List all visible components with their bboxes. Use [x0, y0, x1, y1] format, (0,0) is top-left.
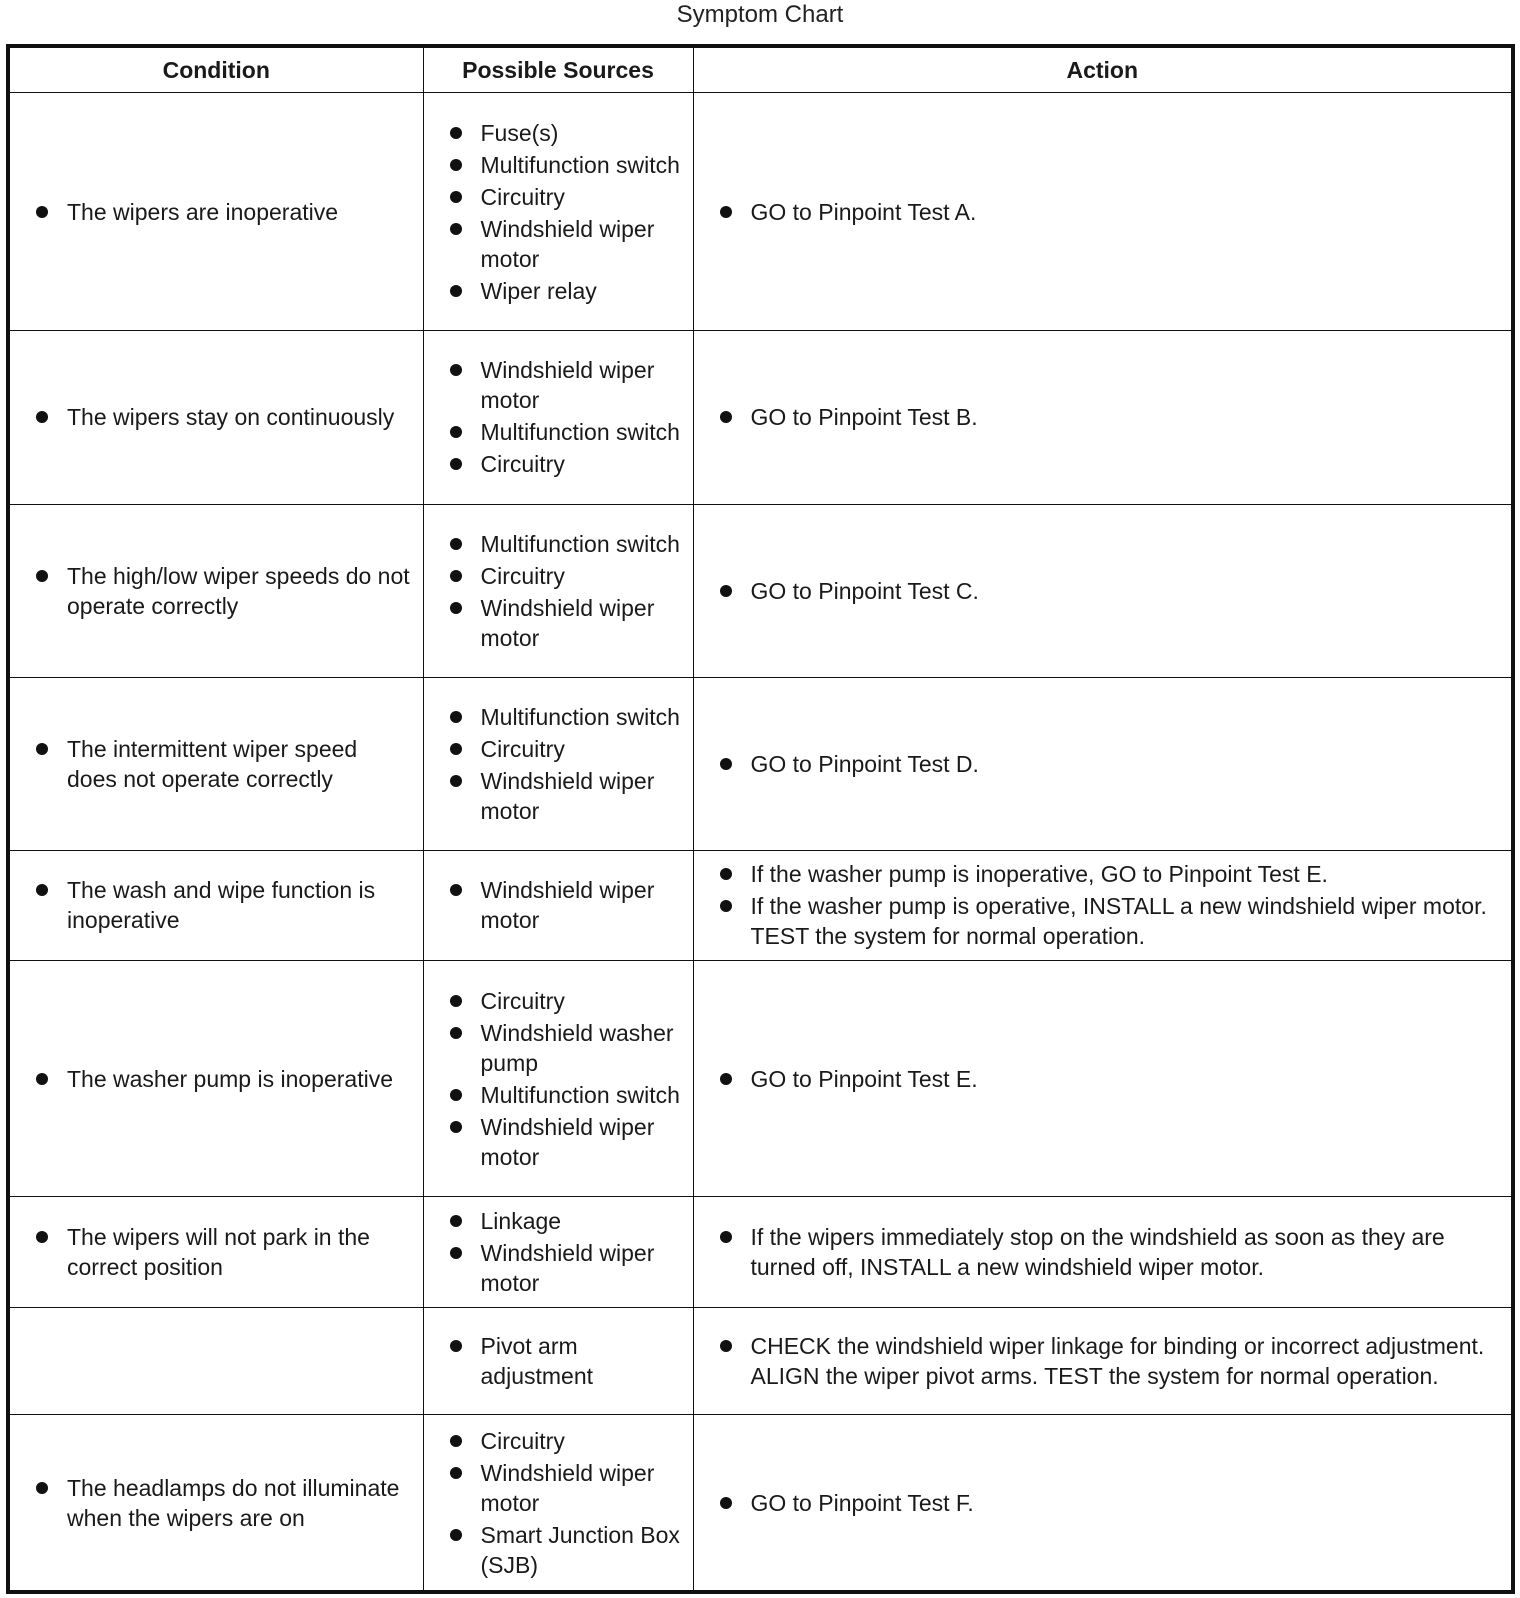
condition-item: The wipers are inoperative	[10, 197, 423, 227]
condition-cell	[8, 1197, 423, 1308]
condition-cell	[8, 1308, 423, 1415]
source-item: Multifunction switch	[424, 529, 693, 559]
action-item: CHECK the windshield wiper linkage for binding or incorrect adjustment. ALIGN the wiper pivot arms. TEST the system for normal operation.	[694, 1331, 1512, 1391]
possible-sources-cell	[423, 331, 693, 504]
table-row	[8, 677, 1513, 850]
table-row	[8, 93, 1513, 331]
bullet-list	[424, 1331, 693, 1391]
bullet-list	[694, 1488, 1512, 1518]
source-item: Multifunction switch	[424, 1080, 693, 1110]
table-row	[8, 960, 1513, 1196]
condition-item: The headlamps do not illuminate when the wipers are on	[10, 1473, 423, 1533]
source-item: Wiper relay	[424, 276, 693, 306]
action-cell	[693, 960, 1513, 1196]
source-item: Windshield wiper motor	[424, 1238, 693, 1298]
header-row	[8, 46, 1513, 93]
condition-cell	[8, 331, 423, 504]
source-item: Windshield wiper motor	[424, 875, 693, 935]
symptom-table	[6, 44, 1515, 1594]
source-item: Smart Junction Box (SJB)	[424, 1520, 693, 1580]
action-item: If the washer pump is inoperative, GO to Pinpoint Test E.	[694, 859, 1512, 889]
possible-sources-cell	[423, 677, 693, 850]
source-item: Multifunction switch	[424, 417, 693, 447]
bullet-list	[10, 197, 423, 227]
bullet-list	[694, 576, 1512, 606]
bullet-list	[10, 734, 423, 794]
header-action: Action	[693, 46, 1513, 93]
source-item: Windshield wiper motor	[424, 766, 693, 826]
source-item: Circuitry	[424, 1426, 693, 1456]
chart-title: Symptom Chart	[676, 1, 844, 28]
source-item: Fuse(s)	[424, 118, 693, 148]
action-cell	[693, 1308, 1513, 1415]
bullet-list	[10, 1222, 423, 1282]
action-cell	[693, 850, 1513, 960]
bullet-list	[424, 702, 693, 826]
bullet-list	[694, 197, 1512, 227]
action-item: GO to Pinpoint Test B.	[694, 402, 1512, 432]
action-item: GO to Pinpoint Test A.	[694, 197, 1512, 227]
action-item: If the washer pump is operative, INSTALL a new windshield wiper motor. TEST the system for normal operation.	[694, 891, 1512, 951]
source-item: Pivot arm adjustment	[424, 1331, 693, 1391]
bullet-list	[424, 118, 693, 306]
source-item: Linkage	[424, 1206, 693, 1236]
action-cell	[693, 331, 1513, 504]
possible-sources-cell	[423, 1308, 693, 1415]
table-row	[8, 1308, 1513, 1415]
possible-sources-cell	[423, 93, 693, 331]
table-row	[8, 850, 1513, 960]
condition-item: The washer pump is inoperative	[10, 1064, 423, 1094]
table-row	[8, 1197, 1513, 1308]
source-item: Circuitry	[424, 734, 693, 764]
condition-cell	[8, 850, 423, 960]
source-item: Circuitry	[424, 449, 693, 479]
table-row	[8, 504, 1513, 677]
bullet-list	[10, 561, 423, 621]
table-row	[8, 331, 1513, 504]
header-possible-sources: Possible Sources	[423, 46, 693, 93]
source-item: Windshield wiper motor	[424, 214, 693, 274]
source-item: Circuitry	[424, 986, 693, 1016]
condition-cell	[8, 93, 423, 331]
source-item: Windshield wiper motor	[424, 1112, 693, 1172]
bullet-list	[10, 875, 423, 935]
source-item: Multifunction switch	[424, 150, 693, 180]
bullet-list	[10, 1473, 423, 1533]
bullet-list	[694, 402, 1512, 432]
bullet-list	[424, 1206, 693, 1298]
header-condition: Condition	[8, 46, 423, 93]
condition-item: The high/low wiper speeds do not operate correctly	[10, 561, 423, 621]
condition-cell	[8, 960, 423, 1196]
source-item: Circuitry	[424, 182, 693, 212]
source-item: Circuitry	[424, 561, 693, 591]
bullet-list	[694, 1331, 1512, 1391]
action-cell	[693, 93, 1513, 331]
bullet-list	[694, 859, 1512, 951]
action-item: If the wipers immediately stop on the windshield as soon as they are turned off, INSTALL a new windshield wiper motor.	[694, 1222, 1512, 1282]
action-item: GO to Pinpoint Test E.	[694, 1064, 1512, 1094]
condition-item: The intermittent wiper speed does not operate correctly	[10, 734, 423, 794]
action-item: GO to Pinpoint Test C.	[694, 576, 1512, 606]
action-item: GO to Pinpoint Test F.	[694, 1488, 1512, 1518]
source-item: Multifunction switch	[424, 702, 693, 732]
bullet-list	[10, 402, 423, 432]
possible-sources-cell	[423, 1415, 693, 1592]
source-item: Windshield washer pump	[424, 1018, 693, 1078]
condition-cell	[8, 677, 423, 850]
action-cell	[693, 677, 1513, 850]
condition-item: The wipers will not park in the correct position	[10, 1222, 423, 1282]
possible-sources-cell	[423, 850, 693, 960]
action-item: GO to Pinpoint Test D.	[694, 749, 1512, 779]
condition-item: The wipers stay on continuously	[10, 402, 423, 432]
bullet-list	[424, 355, 693, 479]
possible-sources-cell	[423, 1197, 693, 1308]
action-cell	[693, 1197, 1513, 1308]
possible-sources-cell	[423, 960, 693, 1196]
table-row	[8, 1415, 1513, 1592]
bullet-list	[694, 1064, 1512, 1094]
condition-item: The wash and wipe function is inoperative	[10, 875, 423, 935]
possible-sources-cell	[423, 504, 693, 677]
condition-cell	[8, 504, 423, 677]
bullet-list	[424, 529, 693, 653]
action-cell	[693, 504, 1513, 677]
source-item: Windshield wiper motor	[424, 1458, 693, 1518]
bullet-list	[424, 1426, 693, 1580]
bullet-list	[424, 875, 693, 935]
bullet-list	[10, 1064, 423, 1094]
source-item: Windshield wiper motor	[424, 355, 693, 415]
condition-cell	[8, 1415, 423, 1592]
source-item: Windshield wiper motor	[424, 593, 693, 653]
action-cell	[693, 1415, 1513, 1592]
bullet-list	[424, 986, 693, 1172]
bullet-list	[694, 749, 1512, 779]
bullet-list	[694, 1222, 1512, 1282]
